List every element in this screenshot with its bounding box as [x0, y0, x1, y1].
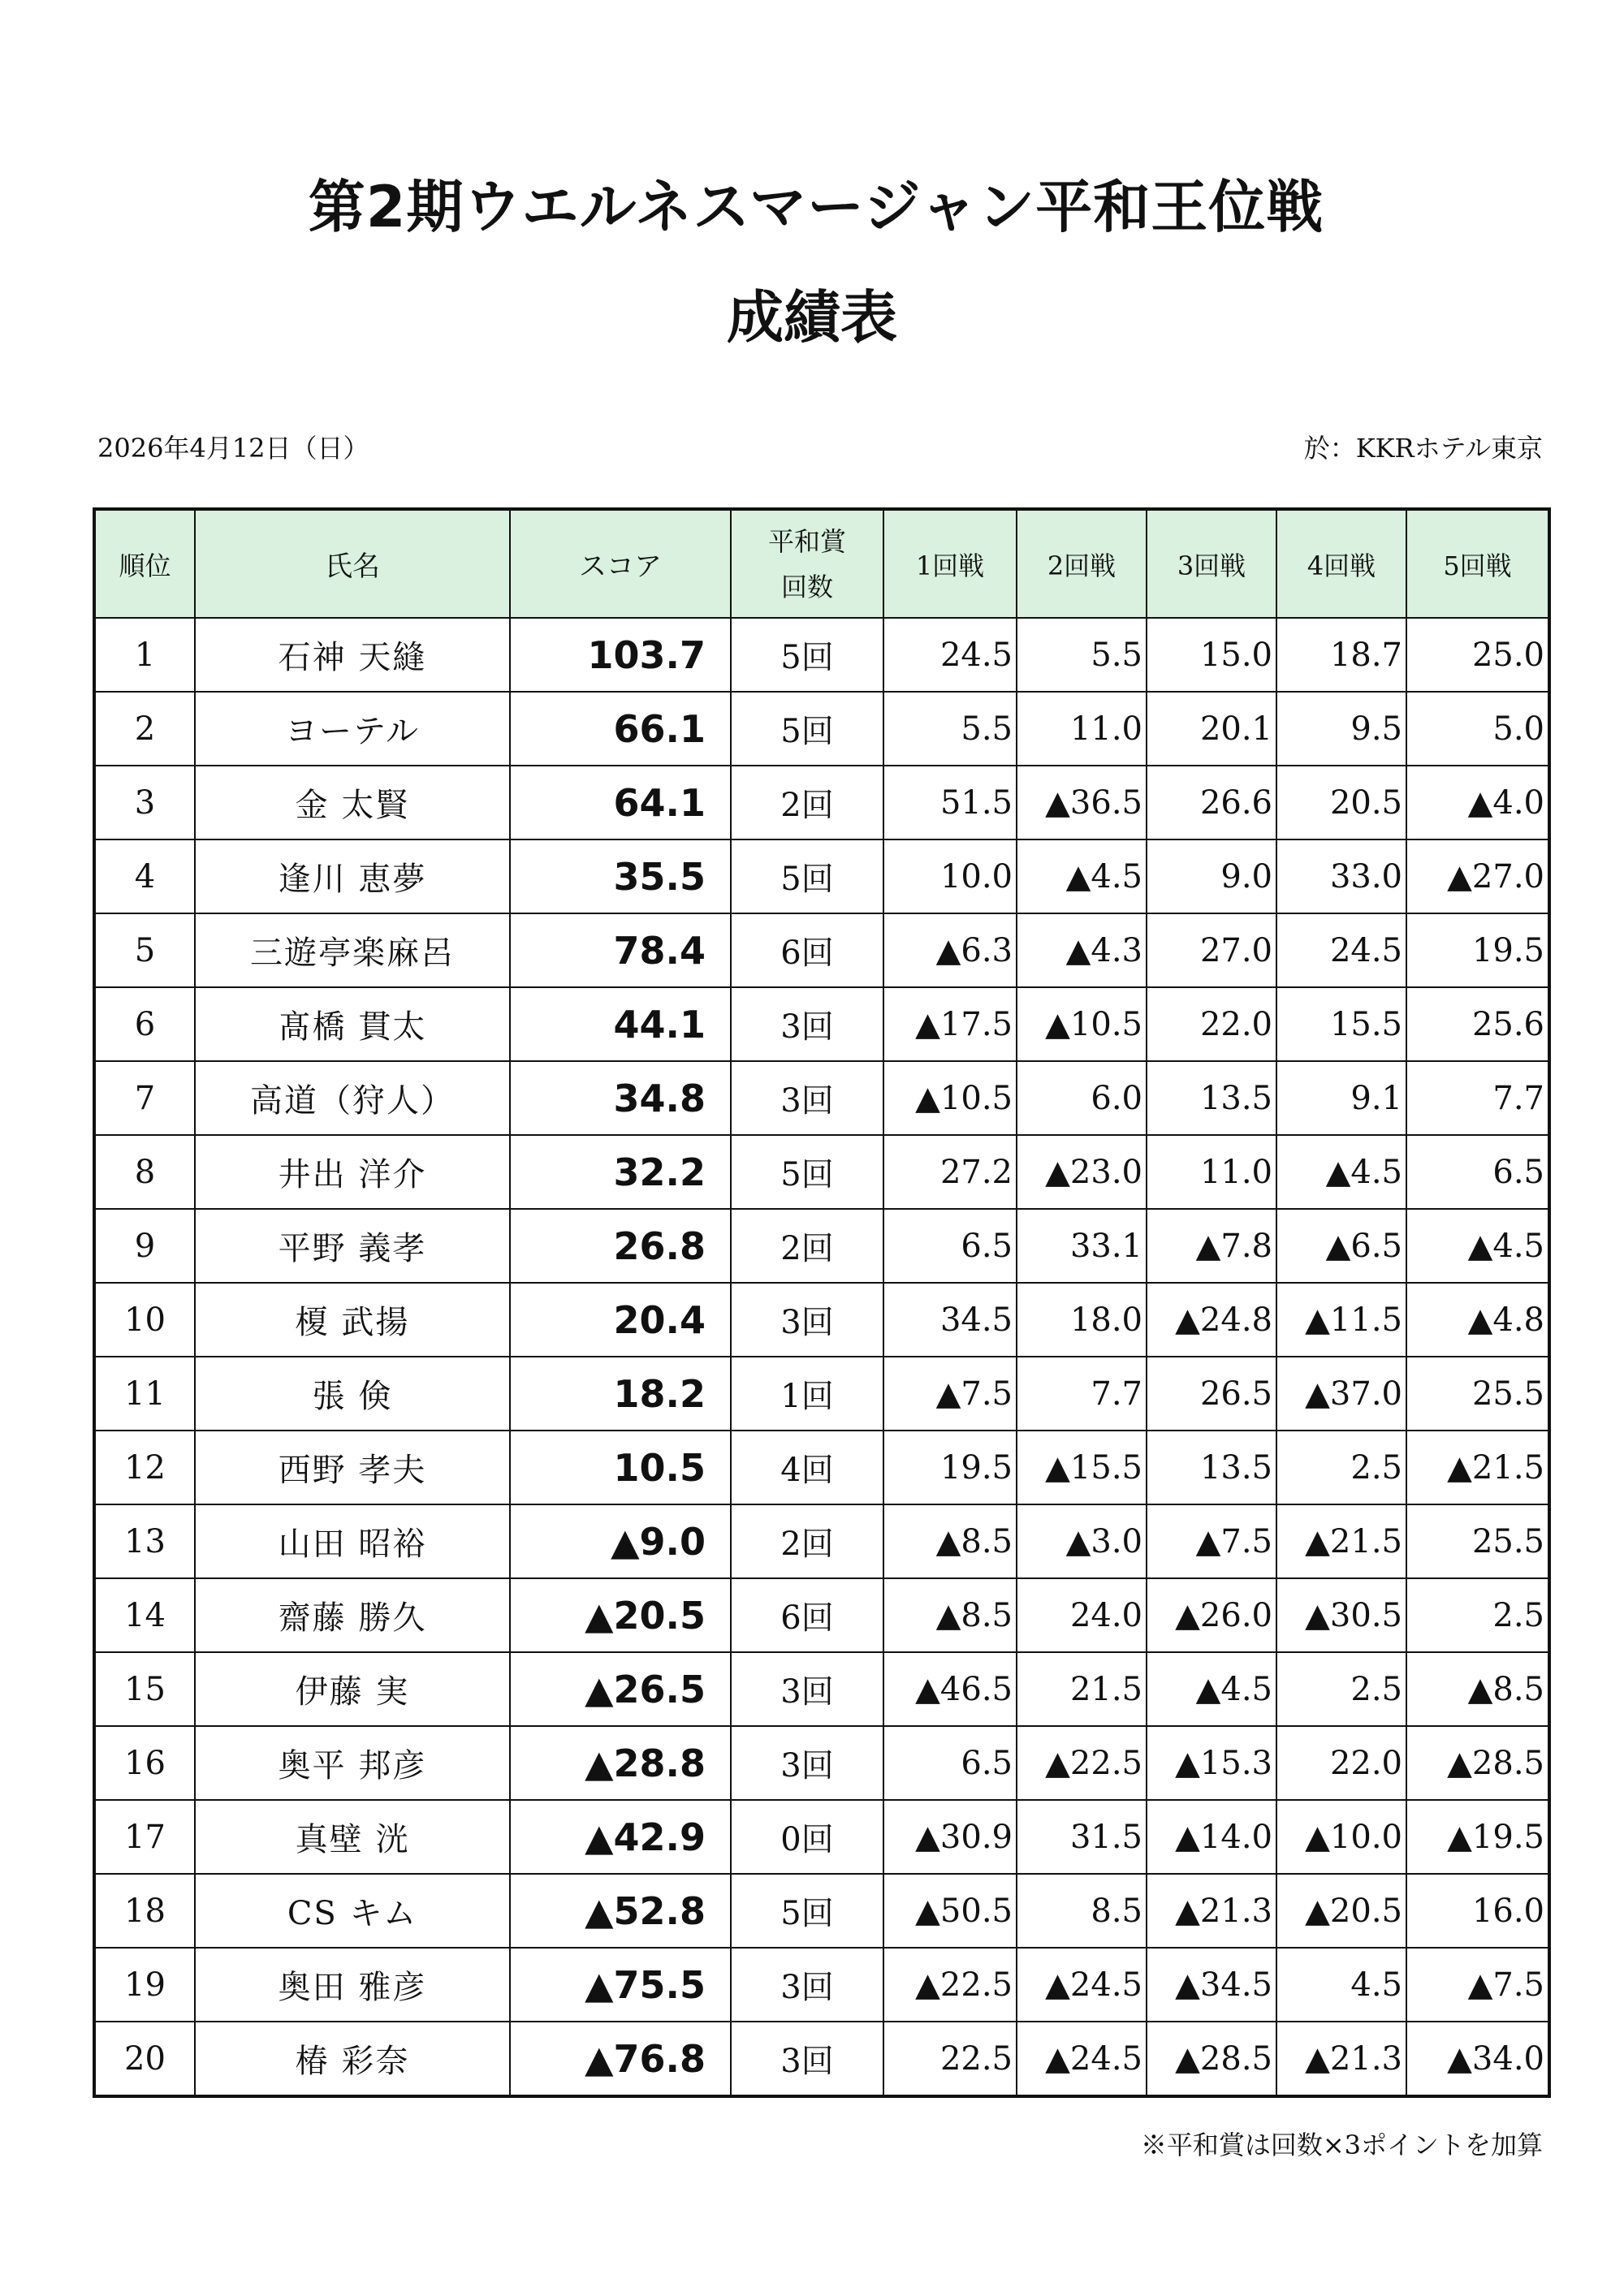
table-row [94, 839, 1549, 913]
round-4-cell: ▲37.0 [1276, 1357, 1406, 1431]
round-4-cell: 4.5 [1276, 1948, 1406, 2022]
peace-count-cell: 3回 [731, 987, 883, 1061]
peace-count-cell: 2回 [731, 1504, 883, 1578]
rank-cell: 14 [94, 1578, 195, 1652]
round-5-cell: ▲34.0 [1406, 2022, 1549, 2096]
header-round-5: 5回戦 [1406, 509, 1549, 618]
table-row [94, 692, 1549, 766]
round-4-cell: ▲10.0 [1276, 1800, 1406, 1874]
score-cell: 10.5 [510, 1431, 731, 1504]
player-name-cell: 山田 昭裕 [195, 1504, 510, 1578]
title-block [0, 166, 1624, 358]
score-cell: 35.5 [510, 839, 731, 913]
peace-count-cell: 2回 [731, 766, 883, 839]
score-cell: ▲75.5 [510, 1948, 731, 2022]
round-3-cell: 13.5 [1147, 1061, 1276, 1135]
table-row [94, 1209, 1549, 1283]
round-4-cell: ▲21.5 [1276, 1504, 1406, 1578]
round-4-cell: 33.0 [1276, 839, 1406, 913]
header-peace-line2: 回数 [780, 571, 833, 602]
round-3-cell: 26.6 [1147, 766, 1276, 839]
round-3-cell: 15.0 [1147, 618, 1276, 692]
rank-cell: 20 [94, 2022, 195, 2096]
round-5-cell: 16.0 [1406, 1874, 1549, 1948]
score-cell: 64.1 [510, 766, 731, 839]
round-5-cell: 25.5 [1406, 1357, 1549, 1431]
round-2-cell: ▲4.3 [1017, 913, 1147, 987]
player-name-cell: 平野 義孝 [195, 1209, 510, 1283]
round-3-cell: ▲24.8 [1147, 1283, 1276, 1357]
round-3-cell: ▲34.5 [1147, 1948, 1276, 2022]
table-row [94, 1504, 1549, 1578]
player-name-cell: CS キム [195, 1874, 510, 1948]
player-name-cell: 奥田 雅彦 [195, 1948, 510, 2022]
table-row [94, 1283, 1549, 1357]
round-3-cell: 11.0 [1147, 1135, 1276, 1209]
round-5-cell: 5.0 [1406, 692, 1549, 766]
round-2-cell: 31.5 [1017, 1800, 1147, 1874]
rank-cell: 16 [94, 1726, 195, 1800]
round-3-cell: 20.1 [1147, 692, 1276, 766]
event-date: 2026年4月12日（日） [97, 433, 369, 464]
peace-count-cell: 5回 [731, 1874, 883, 1948]
round-5-cell: ▲19.5 [1406, 1800, 1549, 1874]
round-1-cell: ▲8.5 [883, 1578, 1017, 1652]
round-2-cell: ▲3.0 [1017, 1504, 1147, 1578]
header-round-4: 4回戦 [1276, 509, 1406, 618]
round-5-cell: ▲4.0 [1406, 766, 1549, 839]
round-3-cell: ▲7.8 [1147, 1209, 1276, 1283]
score-cell: 34.8 [510, 1061, 731, 1135]
score-cell: 103.7 [510, 618, 731, 692]
round-1-cell: ▲7.5 [883, 1357, 1017, 1431]
table-row [94, 1431, 1549, 1504]
round-2-cell: 11.0 [1017, 692, 1147, 766]
player-name-cell: 石神 天縫 [195, 618, 510, 692]
score-cell: 66.1 [510, 692, 731, 766]
round-2-cell: ▲4.5 [1017, 839, 1147, 913]
page-title: 第2期ウエルネスマージャン平和王位戦 [308, 174, 1324, 240]
player-name-cell: 張 倹 [195, 1357, 510, 1431]
peace-count-cell: 3回 [731, 2022, 883, 2096]
round-2-cell: ▲22.5 [1017, 1726, 1147, 1800]
round-1-cell: 51.5 [883, 766, 1017, 839]
table-row [94, 1948, 1549, 2022]
round-3-cell: 22.0 [1147, 987, 1276, 1061]
results-table [93, 507, 1551, 2098]
score-cell: 26.8 [510, 1209, 731, 1283]
round-4-cell: 24.5 [1276, 913, 1406, 987]
results-body [94, 618, 1549, 2096]
peace-count-cell: 5回 [731, 1135, 883, 1209]
rank-cell: 10 [94, 1283, 195, 1357]
round-2-cell: 8.5 [1017, 1874, 1147, 1948]
round-4-cell: 9.5 [1276, 692, 1406, 766]
player-name-cell: 真壁 洸 [195, 1800, 510, 1874]
round-2-cell: 7.7 [1017, 1357, 1147, 1431]
round-1-cell: 19.5 [883, 1431, 1017, 1504]
peace-count-cell: 1回 [731, 1357, 883, 1431]
header-row [94, 509, 1549, 618]
round-3-cell: ▲4.5 [1147, 1652, 1276, 1726]
table-row [94, 1874, 1549, 1948]
player-name-cell: ヨーテル [195, 692, 510, 766]
rank-cell: 1 [94, 618, 195, 692]
header-peace-line1: 平和賞 [767, 525, 846, 557]
rank-cell: 2 [94, 692, 195, 766]
table-row [94, 987, 1549, 1061]
player-name-cell: 井出 洋介 [195, 1135, 510, 1209]
score-cell: ▲26.5 [510, 1652, 731, 1726]
round-1-cell: ▲50.5 [883, 1874, 1017, 1948]
round-4-cell: 15.5 [1276, 987, 1406, 1061]
player-name-cell: 三遊亭楽麻呂 [195, 913, 510, 987]
round-4-cell: ▲20.5 [1276, 1874, 1406, 1948]
round-5-cell: 25.5 [1406, 1504, 1549, 1578]
rank-cell: 9 [94, 1209, 195, 1283]
header-score: スコア [510, 509, 731, 618]
round-5-cell: 25.0 [1406, 618, 1549, 692]
table-row [94, 1652, 1549, 1726]
player-name-cell: 金 太賢 [195, 766, 510, 839]
round-5-cell: ▲4.5 [1406, 1209, 1549, 1283]
table-row [94, 1578, 1549, 1652]
peace-count-cell: 3回 [731, 1948, 883, 2022]
round-4-cell: ▲30.5 [1276, 1578, 1406, 1652]
round-2-cell: ▲23.0 [1017, 1135, 1147, 1209]
round-3-cell: 27.0 [1147, 913, 1276, 987]
round-1-cell: ▲8.5 [883, 1504, 1017, 1578]
round-1-cell: ▲30.9 [883, 1800, 1017, 1874]
round-4-cell: 2.5 [1276, 1431, 1406, 1504]
score-cell: ▲76.8 [510, 2022, 731, 2096]
round-1-cell: 24.5 [883, 618, 1017, 692]
table-row [94, 1061, 1549, 1135]
round-4-cell: ▲4.5 [1276, 1135, 1406, 1209]
peace-count-cell: 3回 [731, 1652, 883, 1726]
rank-cell: 17 [94, 1800, 195, 1874]
round-2-cell: 24.0 [1017, 1578, 1147, 1652]
round-2-cell: 5.5 [1017, 618, 1147, 692]
round-5-cell: 6.5 [1406, 1135, 1549, 1209]
rank-cell: 19 [94, 1948, 195, 2022]
event-venue: 於：KKRホテル東京 [1303, 433, 1543, 464]
score-cell: 18.2 [510, 1357, 731, 1431]
table-row [94, 766, 1549, 839]
round-3-cell: 9.0 [1147, 839, 1276, 913]
round-1-cell: ▲22.5 [883, 1948, 1017, 2022]
rank-cell: 11 [94, 1357, 195, 1431]
round-3-cell: ▲28.5 [1147, 2022, 1276, 2096]
rank-cell: 15 [94, 1652, 195, 1726]
rank-cell: 13 [94, 1504, 195, 1578]
round-1-cell: 6.5 [883, 1726, 1017, 1800]
rank-cell: 3 [94, 766, 195, 839]
player-name-cell: 逢川 恵夢 [195, 839, 510, 913]
round-4-cell: 18.7 [1276, 618, 1406, 692]
round-3-cell: ▲7.5 [1147, 1504, 1276, 1578]
round-2-cell: ▲24.5 [1017, 1948, 1147, 2022]
score-cell: ▲9.0 [510, 1504, 731, 1578]
score-cell: ▲28.8 [510, 1726, 731, 1800]
rank-cell: 6 [94, 987, 195, 1061]
round-1-cell: 27.2 [883, 1135, 1017, 1209]
round-1-cell: ▲10.5 [883, 1061, 1017, 1135]
table-row [94, 1357, 1549, 1431]
player-name-cell: 西野 孝夫 [195, 1431, 510, 1504]
round-1-cell: 5.5 [883, 692, 1017, 766]
table-row [94, 1135, 1549, 1209]
header-round-2: 2回戦 [1017, 509, 1147, 618]
round-5-cell: ▲27.0 [1406, 839, 1549, 913]
round-1-cell: 6.5 [883, 1209, 1017, 1283]
peace-count-cell: 3回 [731, 1283, 883, 1357]
table-row [94, 618, 1549, 692]
round-2-cell: ▲24.5 [1017, 2022, 1147, 2096]
round-4-cell: ▲6.5 [1276, 1209, 1406, 1283]
round-2-cell: 33.1 [1017, 1209, 1147, 1283]
player-name-cell: 髙橋 貫太 [195, 987, 510, 1061]
peace-count-cell: 3回 [731, 1061, 883, 1135]
player-name-cell: 椿 彩奈 [195, 2022, 510, 2096]
round-3-cell: ▲14.0 [1147, 1800, 1276, 1874]
table-row [94, 913, 1549, 987]
round-5-cell: 7.7 [1406, 1061, 1549, 1135]
player-name-cell: 伊藤 実 [195, 1652, 510, 1726]
round-1-cell: ▲46.5 [883, 1652, 1017, 1726]
score-cell: 20.4 [510, 1283, 731, 1357]
player-name-cell: 齋藤 勝久 [195, 1578, 510, 1652]
table-row [94, 2022, 1549, 2096]
score-cell: ▲20.5 [510, 1578, 731, 1652]
rank-cell: 4 [94, 839, 195, 913]
header-name: 氏名 [195, 509, 510, 618]
round-5-cell: 2.5 [1406, 1578, 1549, 1652]
rank-cell: 18 [94, 1874, 195, 1948]
round-3-cell: 26.5 [1147, 1357, 1276, 1431]
round-4-cell: 2.5 [1276, 1652, 1406, 1726]
round-2-cell: 21.5 [1017, 1652, 1147, 1726]
peace-count-cell: 0回 [731, 1800, 883, 1874]
header-rank: 順位 [94, 509, 195, 618]
round-1-cell: 10.0 [883, 839, 1017, 913]
round-1-cell: 34.5 [883, 1283, 1017, 1357]
player-name-cell: 高道（狩人） [195, 1061, 510, 1135]
round-1-cell: ▲6.3 [883, 913, 1017, 987]
round-5-cell: 19.5 [1406, 913, 1549, 987]
round-5-cell: ▲21.5 [1406, 1431, 1549, 1504]
score-cell: 32.2 [510, 1135, 731, 1209]
rank-cell: 5 [94, 913, 195, 987]
round-5-cell: ▲8.5 [1406, 1652, 1549, 1726]
round-3-cell: ▲21.3 [1147, 1874, 1276, 1948]
round-4-cell: 22.0 [1276, 1726, 1406, 1800]
page-subtitle: 成績表 [727, 284, 897, 351]
peace-count-cell: 5回 [731, 692, 883, 766]
round-4-cell: ▲21.3 [1276, 2022, 1406, 2096]
header-round-3: 3回戦 [1147, 509, 1276, 618]
round-4-cell: ▲11.5 [1276, 1283, 1406, 1357]
score-cell: ▲42.9 [510, 1800, 731, 1874]
rank-cell: 8 [94, 1135, 195, 1209]
peace-count-cell: 2回 [731, 1209, 883, 1283]
score-cell: 44.1 [510, 987, 731, 1061]
round-3-cell: ▲26.0 [1147, 1578, 1276, 1652]
round-1-cell: ▲17.5 [883, 987, 1017, 1061]
rank-cell: 7 [94, 1061, 195, 1135]
round-3-cell: 13.5 [1147, 1431, 1276, 1504]
peace-count-cell: 6回 [731, 1578, 883, 1652]
round-5-cell: ▲4.8 [1406, 1283, 1549, 1357]
round-5-cell: ▲7.5 [1406, 1948, 1549, 2022]
round-5-cell: ▲28.5 [1406, 1726, 1549, 1800]
peace-count-cell: 4回 [731, 1431, 883, 1504]
peace-count-cell: 6回 [731, 913, 883, 987]
score-cell: 78.4 [510, 913, 731, 987]
round-2-cell: 6.0 [1017, 1061, 1147, 1135]
player-name-cell: 榎 武揚 [195, 1283, 510, 1357]
player-name-cell: 奥平 邦彦 [195, 1726, 510, 1800]
header-peace-count [731, 509, 883, 618]
rank-cell: 12 [94, 1431, 195, 1504]
peace-count-cell: 5回 [731, 618, 883, 692]
peace-count-cell: 5回 [731, 839, 883, 913]
table-row [94, 1800, 1549, 1874]
peace-count-cell: 3回 [731, 1726, 883, 1800]
round-1-cell: 22.5 [883, 2022, 1017, 2096]
round-5-cell: 25.6 [1406, 987, 1549, 1061]
round-2-cell: ▲36.5 [1017, 766, 1147, 839]
round-4-cell: 9.1 [1276, 1061, 1406, 1135]
round-2-cell: ▲15.5 [1017, 1431, 1147, 1504]
header-round-1: 1回戦 [883, 509, 1017, 618]
round-4-cell: 20.5 [1276, 766, 1406, 839]
round-2-cell: 18.0 [1017, 1283, 1147, 1357]
table-row [94, 1726, 1549, 1800]
score-cell: ▲52.8 [510, 1874, 731, 1948]
footnote: ※平和賞は回数×3ポイントを加算 [1140, 2130, 1543, 2160]
round-2-cell: ▲10.5 [1017, 987, 1147, 1061]
round-3-cell: ▲15.3 [1147, 1726, 1276, 1800]
